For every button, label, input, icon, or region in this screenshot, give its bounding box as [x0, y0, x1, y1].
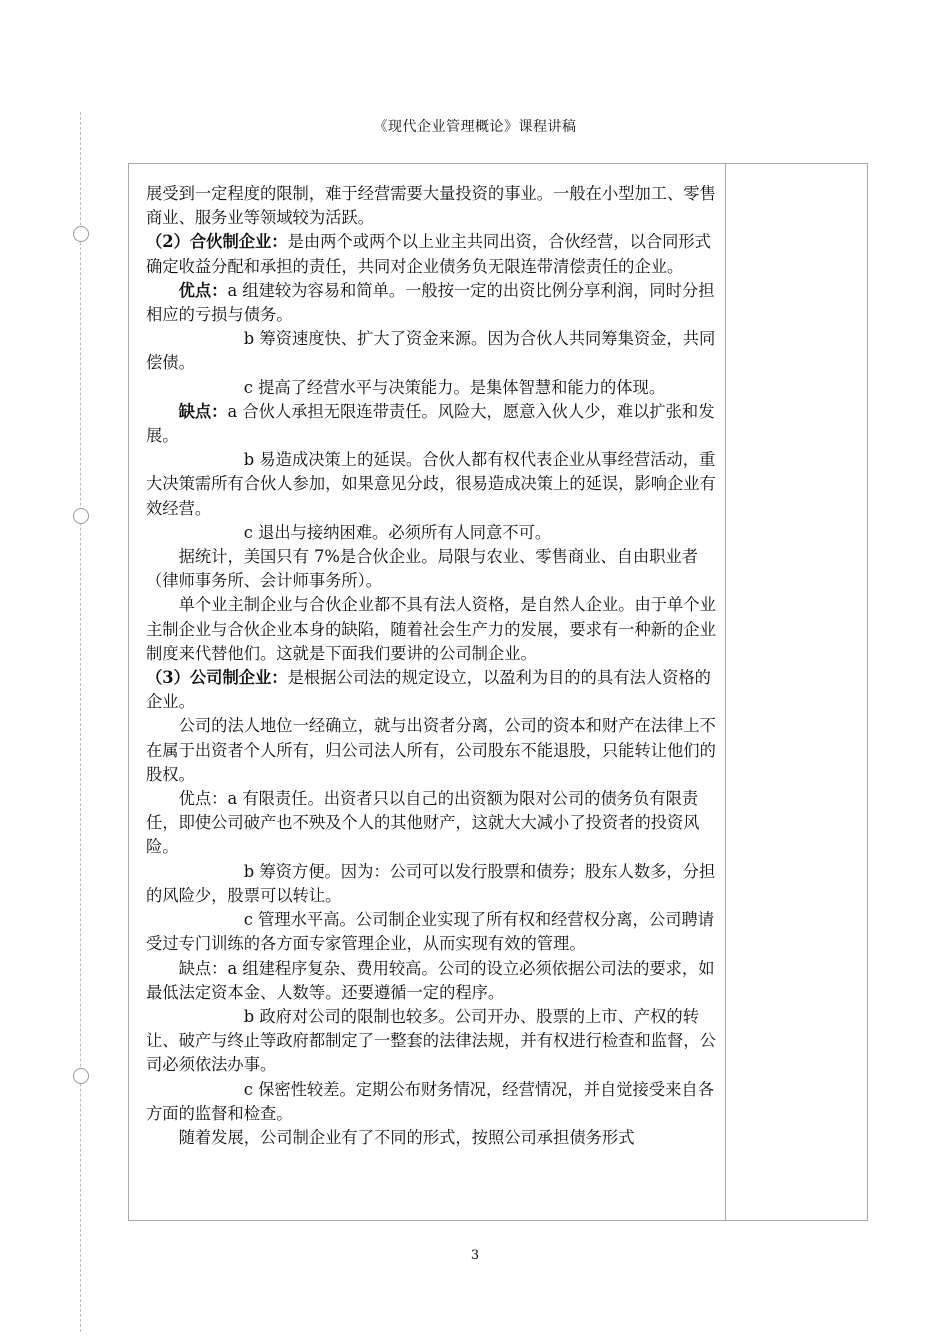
page-header: 《现代企业管理概论》课程讲稿	[373, 119, 577, 135]
paragraph-heading: （2）合伙制企业：是由两个或两个以上业主共同出资，合伙经营，以合同形式确定收益分配和承担的责任，共同对企业债务负无限连带清偿责任的企业。	[146, 232, 711, 276]
paragraph: c 管理水平高。公司制企业实现了所有权和经营权分离，公司聘请受过专门训练的各方面专家管理企业，从而实现有效的管理。	[146, 910, 714, 954]
binding-hole-icon	[73, 226, 89, 242]
paragraph: 优点：a 有限责任。出资者只以自己的出资额为限对公司的债务负有限责任，即使公司破产也不殃及个人的其他财产，这就大大减小了投资者的投资风险。	[146, 789, 700, 857]
paragraph: c 提高了经营水平与决策能力。是集体智慧和能力的体现。	[243, 377, 666, 397]
label-disadvantages: 缺点：	[178, 401, 228, 421]
paragraph: 随着发展，公司制企业有了不同的形式，按照公司承担债务形式	[178, 1127, 635, 1147]
paragraph: 据统计，美国只有 7%是合伙企业。局限与农业、零售商业、自由职业者（律师事务所、会计师事务所）。	[146, 547, 699, 591]
binding-hole-icon	[73, 508, 89, 524]
paragraph: b 易造成决策上的延误。合伙人都有权代表企业从事经营活动，重大决策需所有合伙人参加，如果意见分歧，很易造成决策上的延误，影响企业有效经营。	[146, 450, 716, 518]
paragraph: b 筹资方便。因为：公司可以发行股票和债券；股东人数多，分担的风险少，股票可以转让。	[146, 861, 716, 905]
label-advantages: 优点：	[178, 280, 228, 300]
margin-column-divider	[725, 164, 726, 1220]
section-heading: （2）合伙制企业：	[146, 232, 288, 252]
paragraph-heading: （3）公司制企业：是根据公司法的规定设立，以盈利为目的的具有法人资格的企业。	[146, 668, 711, 712]
binding-margin-line	[80, 112, 81, 1332]
paragraph: 展受到一定程度的限制，难于经营需要大量投资的事业。一般在小型加工、零售商业、服务业等领域较为活跃。	[146, 184, 716, 228]
paragraph: 优点：a 组建较为容易和简单。一般按一定的出资比例分享利润，同时分担相应的亏损与债务。	[146, 280, 715, 325]
binding-hole-icon	[73, 1068, 89, 1084]
paragraph: b 筹资速度快、扩大了资金来源。因为合伙人共同筹集资金，共同偿债。	[146, 329, 716, 373]
paragraph: 缺点：a 合伙人承担无限连带责任。风险大，愿意入伙人少，难以扩张和发展。	[146, 401, 715, 446]
paragraph: c 退出与接纳困难。必须所有人同意不可。	[243, 522, 552, 542]
document-body	[146, 182, 724, 1150]
paragraph: c 保密性较差。定期公布财务情况，经营情况，并自觉接受来自各方面的监督和检查。	[146, 1079, 714, 1123]
page-number: 3	[470, 1248, 480, 1263]
paragraph: b 政府对公司的限制也较多。公司开办、股票的上市、产权的转让、破产与终止等政府都制定了一整套的法律法规，并有权进行检查和监督，公司必须依法办事。	[146, 1006, 716, 1075]
paragraph: 缺点：a 组建程序复杂、费用较高。公司的设立必须依据公司法的要求，如最低法定资本金、人数等。还要遵循一定的程序。	[146, 958, 715, 1002]
paragraph: 单个业主制企业与合伙企业都不具有法人资格，是自然人企业。由于单个业主制企业与合伙企业本身的缺陷，随着社会生产力的发展，要求有一种新的企业制度来代替他们。这就是下面我们要讲的公司制企业。	[146, 595, 716, 663]
paragraph: 公司的法人地位一经确立，就与出资者分离，公司的资本和财产在法律上不在属于出资者个人所有，归公司法人所有，公司股东不能退股，只能转让他们的股权。	[146, 716, 716, 784]
section-heading: （3）公司制企业：	[146, 668, 288, 688]
